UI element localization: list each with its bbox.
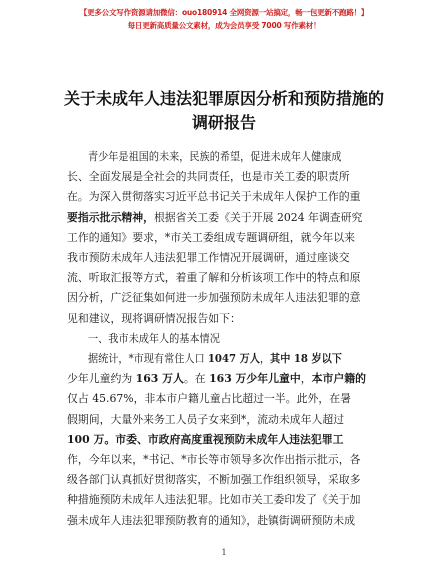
text-segment: 见和建议，现将调研情况报告如下： bbox=[67, 311, 241, 325]
text-segment: 作，今年以来，*书记、*市长等市领导多次作出指示批示，各 bbox=[67, 453, 361, 466]
text-segment: 。在 bbox=[183, 372, 210, 386]
paragraph-line bbox=[67, 512, 383, 528]
paragraph-line bbox=[67, 269, 383, 285]
text-segment: 因分析，广泛征集如何进一步加强预防未成年人违法犯罪的意 bbox=[67, 291, 361, 305]
bold-text-segment: 163 万人 bbox=[135, 372, 184, 386]
document-title-line-1: 关于未成年人违法犯罪原因分析和预防措施的 bbox=[63, 89, 384, 108]
paragraph-line bbox=[67, 188, 383, 204]
bold-text-segment: 100 万。市委、市政府高度重视预防未成年人违法犯罪工 bbox=[67, 432, 344, 446]
paragraph-line bbox=[67, 451, 383, 467]
text-segment: 仅占 45.67%，非本市户籍儿童占比超过一半。此外，在暑 bbox=[67, 392, 352, 406]
paragraph-line bbox=[67, 209, 383, 225]
bold-text-segment: 1047 万人 bbox=[207, 352, 260, 365]
paragraph-line bbox=[67, 471, 383, 487]
paragraph-line bbox=[67, 168, 383, 184]
text-segment: 强未成年人违法犯罪预防教育的通知》，赴镇街调研预防未成 bbox=[67, 513, 356, 527]
text-segment: 工作的通知》要求，*市关工委组成专题调研组，就今年以来 bbox=[67, 230, 356, 244]
document-title-line-2: 调研报告 bbox=[191, 113, 256, 132]
text-segment: 我市预防未成年人违法犯罪工作情况开展调研，通过座谈交 bbox=[67, 251, 350, 264]
text-segment: 级各部门认真抓好贯彻落实，不断加强工作组织领导，采取多 bbox=[67, 473, 361, 487]
paragraph-line bbox=[67, 289, 383, 305]
promo-banner-line-1: 【更多公文写作资源请加微信：ouo180914 全网资源一站搞定，畅一包更新不跑路！】 bbox=[79, 8, 369, 17]
text-segment: 根据省关工委《关于开展 2024 年调查研究 bbox=[153, 210, 363, 224]
text-segment: ， bbox=[259, 352, 271, 365]
text-segment: 少年儿童约为 bbox=[67, 372, 136, 386]
text-segment: 假期间，大量外来务工人员子女来到*，流动未成年人超过 bbox=[67, 412, 345, 426]
text-segment: ， bbox=[300, 372, 312, 386]
text-segment: 在。为深入贯彻落实习近平总书记关于未成年人保护工作的重 bbox=[67, 190, 361, 204]
page-number: 1 bbox=[221, 548, 227, 557]
text-segment: 长、全面发展是全社会的共同责任，也是市关工委的职责所 bbox=[67, 170, 350, 184]
paragraph-line bbox=[67, 370, 383, 386]
text-segment: 流、听取汇报等方式，着重了解和分析该项工作中的特点和原 bbox=[67, 271, 361, 285]
text-segment: 一、我市未成年人的基本情况 bbox=[88, 331, 220, 345]
paragraph-line bbox=[67, 229, 383, 245]
paragraph-line bbox=[67, 491, 383, 507]
paragraph-line bbox=[67, 431, 383, 447]
bold-text-segment: 本市户籍的 bbox=[311, 372, 366, 386]
paragraph-line bbox=[67, 411, 383, 427]
paragraph-line bbox=[88, 148, 383, 164]
promo-banner-line-2: 每日更新高质量公文素材，成为会员享受 7000 写作素材！ bbox=[127, 21, 321, 30]
bold-text-segment: 要指示批示精神， bbox=[67, 210, 154, 224]
paragraph-line bbox=[67, 310, 383, 326]
text-segment: 种措施预防未成年人违法犯罪。比如市关工委印发了《关于加 bbox=[67, 493, 361, 507]
paragraph-line bbox=[67, 390, 383, 406]
paragraph-line bbox=[67, 249, 383, 265]
text-segment: 青少年是祖国的未来，民族的希望，促进未成年人健康成 bbox=[88, 150, 342, 163]
text-segment: 据统计，*市现有常住人口 bbox=[88, 352, 208, 365]
bold-text-segment: 163 万少年儿童中 bbox=[209, 372, 301, 386]
section-heading bbox=[88, 330, 383, 346]
paragraph-line bbox=[88, 350, 383, 366]
bold-text-segment: 其中 18 岁以下 bbox=[270, 352, 342, 365]
